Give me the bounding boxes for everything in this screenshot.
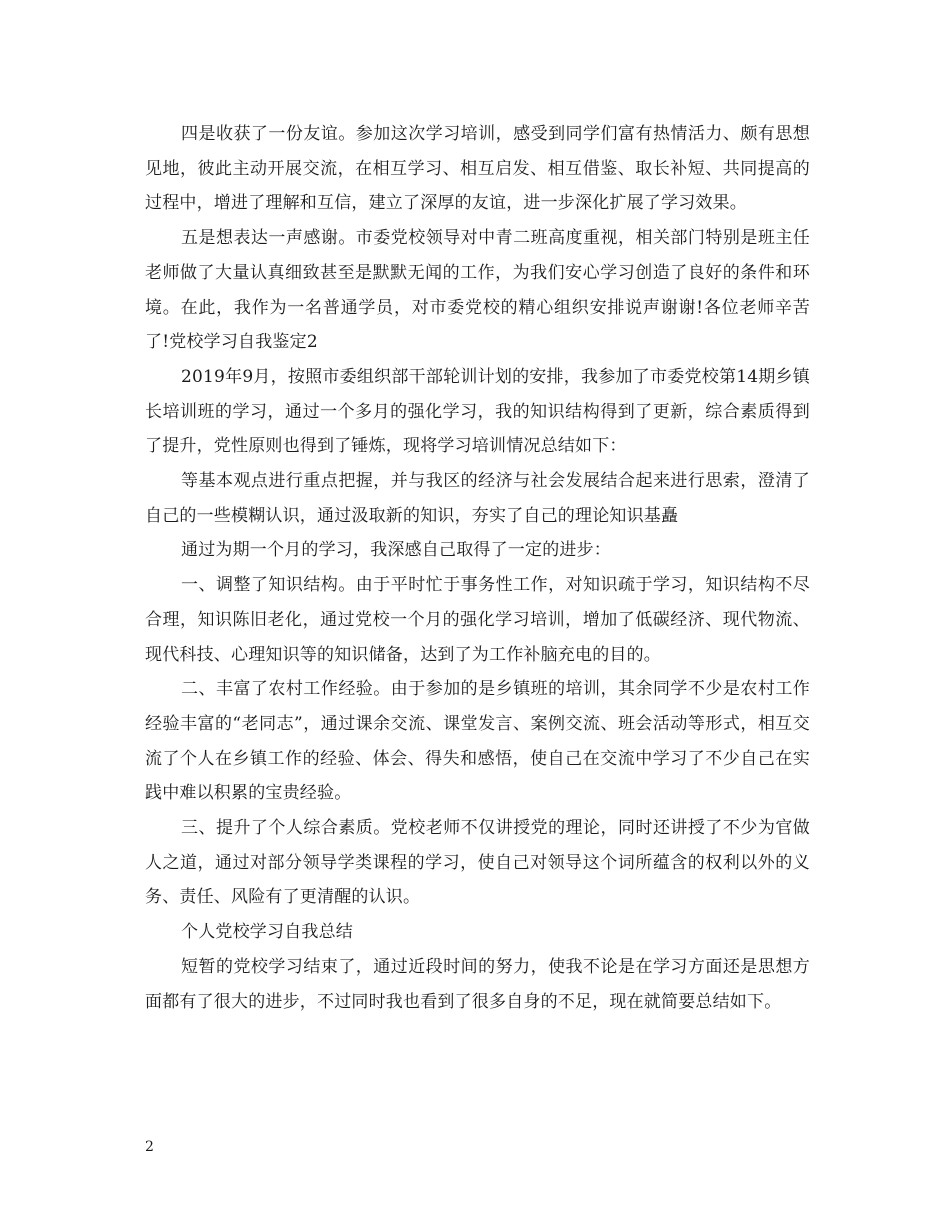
paragraph-thanks: 五是想表达一声感谢。市委党校领导对中青二班高度重视，相关部门特别是班主任老师做了大量认真细致甚至是默默无闻的工作，为我们安心学习创造了良好的条件和环境。在此，我作为一名普通学员，对市委党校的精心组织安排说声谢谢!各位老师辛苦了!党校学习自我鉴定2 (145, 228, 810, 353)
paragraph-training-intro: 2019年9月，按照市委组织部干部轮训计划的安排，我参加了市委党校第14期乡镇长培训班的学习，通过一个多月的强化学习，我的知识结构得到了更新，综合素质得到了提升，党性原则也得到了锤炼，现将学习培训情况总结如下： (145, 366, 810, 457)
section-heading: 个人党校学习自我总结 (181, 922, 353, 943)
page-number: 2 (145, 1139, 154, 1155)
paragraph-knowledge-structure: 一、调整了知识结构。由于平时忙于事务性工作，对知识疏于学习，知识结构不尽合理，知识陈旧老化，通过党校一个月的强化学习培训，增加了低碳经济、现代物流、现代科技、心理知识等的知识储备，达到了为工作补脑充电的目的。 (145, 575, 810, 665)
paragraph-personal-quality: 三、提升了个人综合素质。党校老师不仅讲授党的理论，同时还讲授了不少为官做人之道，通过对部分领导学类课程的学习，使自己对领导这个词所蕴含的权利以外的义务、责任、风险有了更清醒的认识。 (145, 818, 810, 908)
paragraph-summary-intro: 短暂的党校学习结束了，通过近段时间的努力，使我不论是在学习方面还是思想方面都有了很大的进步，不过同时我也看到了很多自身的不足，现在就简要总结如下。 (145, 956, 810, 1012)
paragraph-progress: 通过为期一个月的学习，我深感自己取得了一定的进步： (181, 540, 611, 561)
paragraph-rural-experience: 二、丰富了农村工作经验。由于参加的是乡镇班的培训，其余同学不少是农村工作经验丰富的“老同志”，通过课余交流、课堂发言、案例交流、班会活动等形式，相互交流了个人在乡镇工作的经验、体会、得失和感悟，使自己在交流中学习了不少自己在实践中难以积累的宝贵经验。 (145, 679, 810, 804)
paragraph-friendship: 四是收获了一份友谊。参加这次学习培训，感受到同学们富有热情活力、颇有思想见地，彼此主动开展交流，在相互学习、相互启发、相互借鉴、取长补短、共同提高的过程中，增进了理解和互信，建立了深厚的友谊，进一步深化扩展了学习效果。 (145, 124, 810, 214)
paragraph-theory: 等基本观点进行重点把握，并与我区的经济与社会发展结合起来进行思索，澄清了自己的一些模糊认识，通过汲取新的知识，夯实了自己的理论知识基矗 (145, 471, 810, 526)
document-body (145, 117, 810, 1019)
